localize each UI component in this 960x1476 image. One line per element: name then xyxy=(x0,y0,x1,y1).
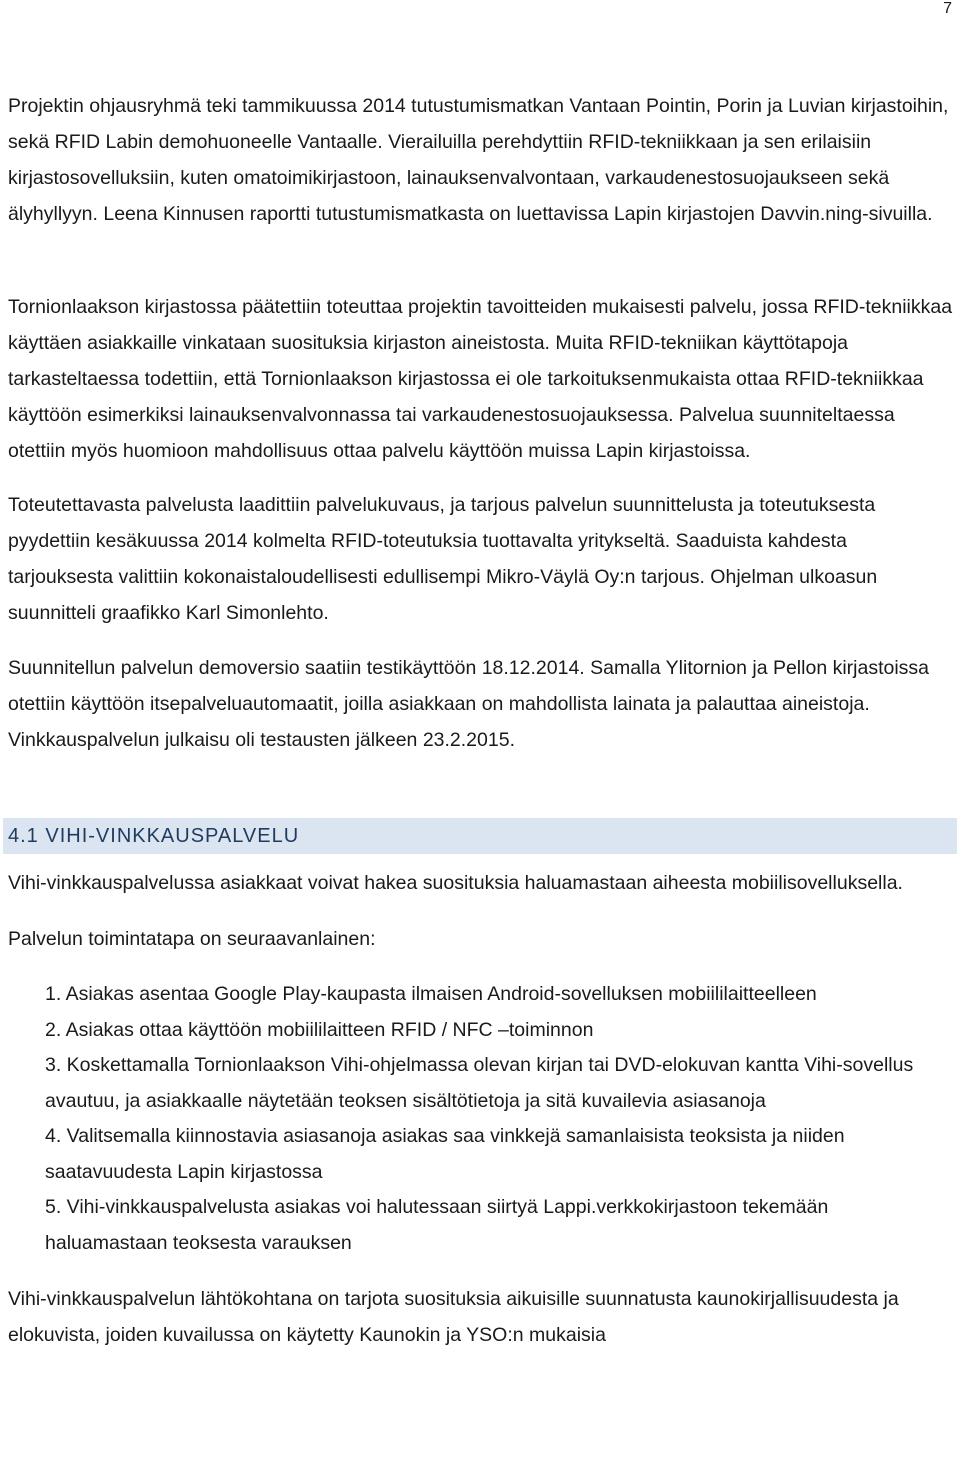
page-number: 7 xyxy=(943,0,952,17)
document-body xyxy=(8,88,956,1353)
list-intro: Palvelun toimintatapa on seuraavanlainen: xyxy=(8,928,376,950)
section-intro: Vihi-vinkkauspalvelussa asiakkaat voivat hakea suosituksia haluamastaan aiheesta mobiilisovelluksella. xyxy=(8,872,903,894)
list-item: 5. Vihi-vinkkauspalvelusta asiakas voi halutessaan siirtyä Lappi.verkkokirjastoon tekemään haluamastaan teoksesta varauksen xyxy=(45,1196,829,1254)
list-item: 3. Koskettamalla Tornionlaakson Vihi-ohjelmassa olevan kirjan tai DVD-elokuvan kantta Vihi-sovellus avautuu, ja asiakkaalle näytetään teoksen sisältötietoja ja sitä kuvailevia asiasanoja xyxy=(45,1054,914,1112)
steps-list xyxy=(8,977,956,1261)
list-item: 2. Asiakas ottaa käyttöön mobiililaitteen RFID / NFC –toiminnon xyxy=(45,1018,594,1041)
closing-paragraph: Vihi-vinkkauspalvelun lähtökohtana on tarjota suosituksia aikuisille suunnatusta kaunokirjallisuudesta ja elokuvista, joiden kuvailussa on käytetty Kaunokin ja YSO:n mukaisia xyxy=(8,1288,899,1346)
section-heading: 4.1 VIHI-VINKKAUSPALVELU xyxy=(3,818,957,854)
paragraph-demo-version: Suunnitellun palvelun demoversio saatiin testikäyttöön 18.12.2014. Samalla Ylitornion ja Pellon kirjastoissa otettiin käyttöön itsepalveluautomaatit, joilla asiakkaan on mahdollista lainata ja palauttaa aineistoja. Vinkkauspalvelun julkaisu oli testausten jälkeen 23.2.2015. xyxy=(8,657,930,751)
paragraph-study-trip: Projektin ohjausryhmä teki tammikuussa 2014 tutustumismatkan Vantaan Pointin, Porin ja Luvian kirjastoihin, sekä RFID Labin demohuoneelle Vantaalle. Vierailuilla perehdyttiin RFID-tekniikkaan ja sen erilaisiin kirjastosovelluksiin, kuten omatoimikirjastoon, lainauksenvalvontaan, varkaudenestosuojaukseen sekä älyhyllyyn. Leena Kinnusen raportti tutustumismatkasta on luettavissa Lapin kirjastojen Davvin.ning-sivuilla. xyxy=(8,95,949,225)
paragraph-service-description: Toteutettavasta palvelusta laadittiin palvelukuvaus, ja tarjous palvelun suunnittelusta ja toteutuksesta pyydettiin kesäkuussa 2014 kolmelta RFID-toteutuksia tuottavalta yritykseltä. Saaduista kahdesta tarjouksesta valittiin kokonaistaloudellisesti edullisempi Mikro-Väylä Oy:n tarjous. Ohjelman ulkoasun suunnitteli graafikko Karl Simonlehto. xyxy=(8,494,878,624)
list-item: 1. Asiakas asentaa Google Play-kaupasta ilmaisen Android-sovelluksen mobiililaitteelleen xyxy=(45,983,817,1005)
paragraph-tornionlaakso-decision: Tornionlaakson kirjastossa päätettiin toteuttaa projektin tavoitteiden mukaisesti palvelu, jossa RFID-tekniikkaa käyttäen asiakkaille vinkataan suosituksia kirjaston aineistosta. Muita RFID-tekniikan käyttötapoja tarkasteltaessa todettiin, että Tornionlaakson kirjastossa ei ole tarkoituksenmukaista ottaa RFID-tekniikkaa käyttöön esimerkiksi lainauksenvalvonnassa tai varkaudenestosuojauksessa. Palvelua suunniteltaessa otettiin myös huomioon mahdollisuus ottaa palvelu käyttöön muissa Lapin kirjastoissa. xyxy=(8,296,953,462)
list-item: 4. Valitsemalla kiinnostavia asiasanoja asiakas saa vinkkejä samanlaisista teoksista ja niiden saatavuudesta Lapin kirjastossa xyxy=(45,1125,845,1183)
